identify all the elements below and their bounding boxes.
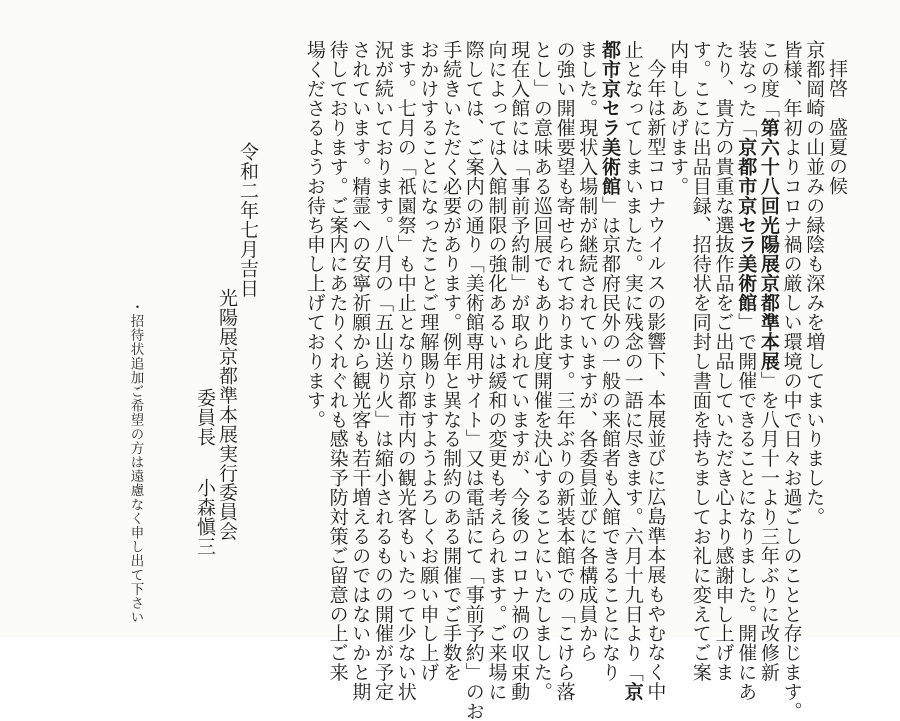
letter-column: [667, 40, 690, 196]
letter-column: [576, 40, 599, 663]
letter-column: [782, 40, 801, 721]
letter-column: [600, 40, 619, 682]
letter-column: [487, 40, 506, 701]
letter-column: [508, 40, 531, 702]
invitation-note: ・招待状追加ご希望の方は遠慮なく申し出て下さい: [127, 300, 144, 625]
column-text: 」を八月十一より三年ぶりに改修新: [757, 370, 780, 682]
column-text: おかけすることになったことご理解賜りますようよろしくお願い申し上げ: [417, 40, 440, 682]
letter-column: [803, 40, 826, 527]
letter-column: [305, 40, 324, 429]
column-text: とし」の意味ある巡回展でもあり此度開催を決心することにいたしました。: [530, 40, 553, 702]
column-text: ました。現状入場制が継続されていますが、各委員並びに各構成員から: [576, 40, 599, 663]
letter-column: [417, 40, 440, 682]
letter-date: 令和二年七月吉日: [237, 142, 259, 298]
letter-column: [691, 40, 710, 682]
column-text: 待しております。ご案内にあたりくれぐれも感染予防対策ご留意の上ご来: [326, 40, 349, 682]
column-text: 手続きいただく必要があります。例年と異なる制約のある開催でご手数を: [440, 40, 463, 682]
letter-column: [714, 40, 733, 682]
letter-column: [328, 40, 347, 682]
column-text: 京都岡崎の山並みの緑陰も深みを増してまいりました。: [803, 40, 826, 527]
column-text: の強い開催要望も寄せられております。三年ぶりの新装本館での「こけら落: [553, 40, 576, 702]
letter-column: [349, 40, 372, 702]
emphasis-text: 京: [621, 681, 644, 702]
letter-column: [644, 59, 667, 701]
column-text: 際しては、ご案内の通り「美術館専用サイト」又は電話にて「事前予約」のお: [462, 40, 485, 721]
column-text: 向によっては入館制限の強化あるいは緩和の変更も考えられます。ご来場に: [485, 40, 508, 702]
letter-column: [555, 40, 574, 701]
chair-title: 委員長: [194, 388, 216, 447]
column-text: 装なった「: [735, 40, 758, 138]
letter-column: [827, 59, 846, 195]
letter-column: [532, 40, 551, 701]
organization-name: 光陽展京都準本展実行委員会: [216, 288, 238, 541]
column-text: 況が続いております。八月の「五山送り火」は縮小されるものの開催が予定: [372, 40, 394, 702]
letter-column: [440, 40, 463, 682]
letter-column: [396, 40, 415, 701]
chair-name: 小森愼三: [194, 478, 216, 556]
column-text: たり、貴方の貴重な選抜作品をご出品していただき心より感謝申し上げま: [712, 40, 735, 682]
column-text: 」で開催できることになりました。開催にあ: [735, 312, 758, 702]
column-text: 止となってしまいました。実に残念の一語に尽きます。六月十九日より「: [621, 40, 644, 682]
column-text: この度「: [757, 40, 780, 118]
letter-column: [759, 40, 778, 682]
letter-column: [464, 40, 483, 721]
column-text: す。ここに出品目録、招待状を同封し書面を持ちましてお礼に変えてご案: [689, 40, 712, 682]
column-text: 場くださるようお待ち申し上げております。: [303, 40, 326, 429]
column-text: 今年は新型コロナウイルスの影響下、本展並びに広島準本展もやむなく中: [644, 59, 667, 701]
letter-column: [623, 40, 642, 701]
emphasis-text: 第六十八回光陽展京都準本展: [757, 117, 780, 371]
letter-column: [735, 40, 758, 702]
column-text: 内申しあげます。: [667, 40, 690, 196]
column-text: されています。精霊への安寧祈願から観光客も若干増えるのではないかと期: [349, 40, 372, 702]
letter-column: [373, 40, 392, 701]
column-text: 皆様、年初よりコロナ禍の厳しい環境の中で日々お過ごしのことと存じます。: [780, 40, 803, 721]
emphasis-text: 京都市京セラ美術館: [735, 137, 758, 313]
column-text: ます。七月の「祇園祭」も中止となり京都市内の観光客もいたって少ない状: [394, 40, 417, 702]
emphasis-text: 都市京セラ美術館: [599, 40, 621, 196]
column-text: 拝啓 盛夏の候: [826, 59, 848, 196]
column-text: 現在入館には「事前予約制」が取られていますが、今後のコロナ禍の収束動: [508, 40, 531, 702]
column-text: 」は京都府民外の一般の来館者も入館できることになり: [599, 195, 621, 682]
